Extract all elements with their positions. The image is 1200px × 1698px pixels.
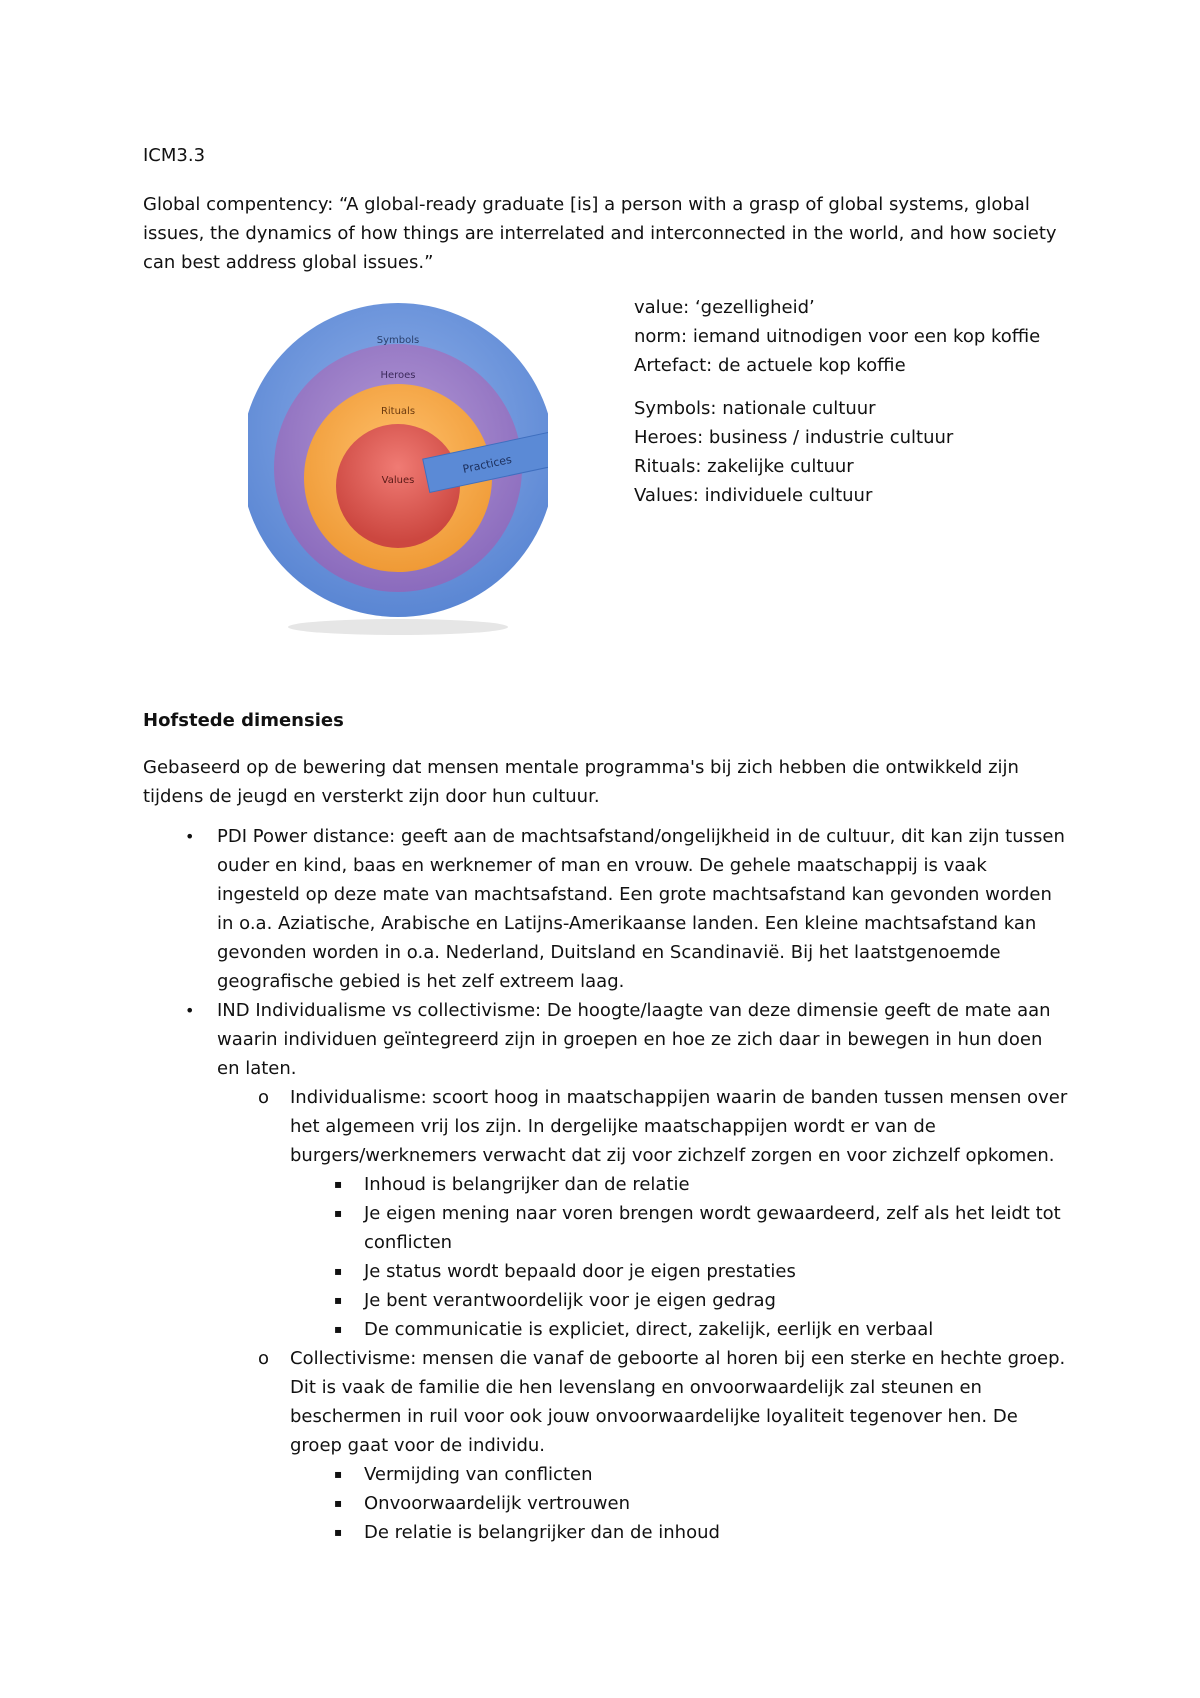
sub-bullet-marker: o	[258, 1348, 270, 1369]
layer-label-heroes: Heroes	[380, 370, 416, 381]
course-code: ICM3.3	[143, 145, 206, 166]
layer-label-values: Values	[381, 475, 415, 486]
note-heroes: Heroes: business / industrie cultuur	[634, 427, 954, 448]
list-item-text: De relatie is belangrijker dan de inhoud	[364, 1522, 720, 1543]
list-item	[0, 1257, 1064, 1286]
square-bullet-marker: ▪	[334, 1293, 343, 1307]
sub-bullet-marker: o	[258, 1087, 270, 1108]
list-item	[0, 996, 1067, 1083]
list-item	[0, 1170, 1064, 1199]
list-item	[0, 1489, 1064, 1518]
list-item-text: Inhoud is belangrijker dan de relatie	[364, 1174, 690, 1195]
list-item-text: Collectivisme: mensen die vanaf de geboorte al horen bij een sterke en hechte groep. Dit is vaak de familie die hen levenslang en onvoorwaardelijk zal steunen en beschermen in ruil voor ook jouw onvoorwaardelijke loyaliteit tegenover hen. De groep gaat voor de individu.	[290, 1348, 1066, 1456]
list-item-text: Individualisme: scoort hoog in maatschappijen waarin de banden tussen mensen over het algemeen vrij los zijn. In dergelijke maatschappijen wordt er van de burgers/werknemers verwacht dat zij voor zichzelf zorgen en voor zichzelf opkomen.	[290, 1087, 1068, 1166]
list-item-text: De communicatie is expliciet, direct, zakelijk, eerlijk en verbaal	[364, 1319, 934, 1340]
square-bullet-marker: ▪	[334, 1322, 343, 1336]
list-item	[0, 1199, 1064, 1257]
list-item-text: Je status wordt bepaald door je eigen prestaties	[364, 1261, 796, 1282]
list-item	[0, 1315, 1064, 1344]
list-item	[0, 1460, 1064, 1489]
layer-label-symbols: Symbols	[376, 335, 420, 346]
list-item-text: PDI Power distance: geeft aan de machtsafstand/ongelijkheid in de cultuur, dit kan zijn tussen ouder en kind, baas en werknemer of man en vrouw. De gehele maatschappij is vaak ingesteld op deze mate van machtsafstand. Een grote machtsafstand kan gevonden worden in o.a. Aziatische, Arabische en Latijns-Amerikaanse landen. Een kleine machtsafstand kan gevonden worden in o.a. Nederland, Duitsland en Scandinavië. Bij het laatstgenoemde geografische gebied is het zelf extreem laag.	[217, 826, 1065, 992]
note-rituals: Rituals: zakelijke cultuur	[634, 456, 854, 477]
list-item-text: Je bent verantwoordelijk voor je eigen gedrag	[364, 1290, 776, 1311]
list-item	[0, 1518, 1064, 1547]
note-symbols: Symbols: nationale cultuur	[634, 398, 876, 419]
list-item	[0, 822, 1067, 996]
square-bullet-marker: ▪	[334, 1525, 343, 1539]
section-intro-paragraph: Gebaseerd op de bewering dat mensen mentale programma's bij zich hebben die ontwikkeld zijn tijdens de jeugd en versterkt zijn door hun cultuur.	[143, 757, 1019, 807]
note-norm: norm: iemand uitnodigen voor een kop koffie	[634, 326, 1041, 347]
list-item-text: IND Individualisme vs collectivisme: De hoogte/laagte van deze dimensie geeft de mate aan waarin individuen geïntegreerd zijn in groepen en hoe ze zich daar in bewegen in hun doen en laten.	[217, 1000, 1051, 1079]
intro-paragraph: Global compentency: “A global-ready graduate [is] a person with a grasp of global systems, global issues, the dynamics of how things are interrelated and interconnected in the world, and how society can best address global issues.”	[143, 194, 1057, 273]
list-item	[0, 1083, 1070, 1170]
notes-spacer	[634, 380, 1084, 394]
square-bullet-marker: ▪	[334, 1177, 343, 1191]
culture-notes	[634, 293, 1084, 510]
diagram-shadow	[288, 619, 508, 635]
culture-onion-diagram	[248, 300, 548, 640]
square-bullet-marker: ▪	[334, 1206, 343, 1220]
list-item-text: Onvoorwaardelijk vertrouwen	[364, 1493, 630, 1514]
list-item	[0, 1344, 1070, 1460]
bullet-marker: •	[185, 1001, 195, 1020]
dimension-list	[0, 822, 1200, 1547]
note-artefact: Artefact: de actuele kop koffie	[634, 355, 906, 376]
note-value: value: ‘gezelligheid’	[634, 297, 815, 318]
layer-label-rituals: Rituals	[380, 406, 416, 417]
bullet-marker: •	[185, 827, 195, 846]
list-item	[0, 1286, 1064, 1315]
list-item-text: Vermijding van conflicten	[364, 1464, 593, 1485]
square-bullet-marker: ▪	[334, 1264, 343, 1278]
note-values: Values: individuele cultuur	[634, 485, 873, 506]
practices-label: Practices	[461, 452, 513, 476]
square-bullet-marker: ▪	[334, 1496, 343, 1510]
section-heading: Hofstede dimensies	[143, 710, 344, 731]
list-item-text: Je eigen mening naar voren brengen wordt gewaardeerd, zelf als het leidt tot conflicten	[364, 1203, 1061, 1253]
square-bullet-marker: ▪	[334, 1467, 343, 1481]
